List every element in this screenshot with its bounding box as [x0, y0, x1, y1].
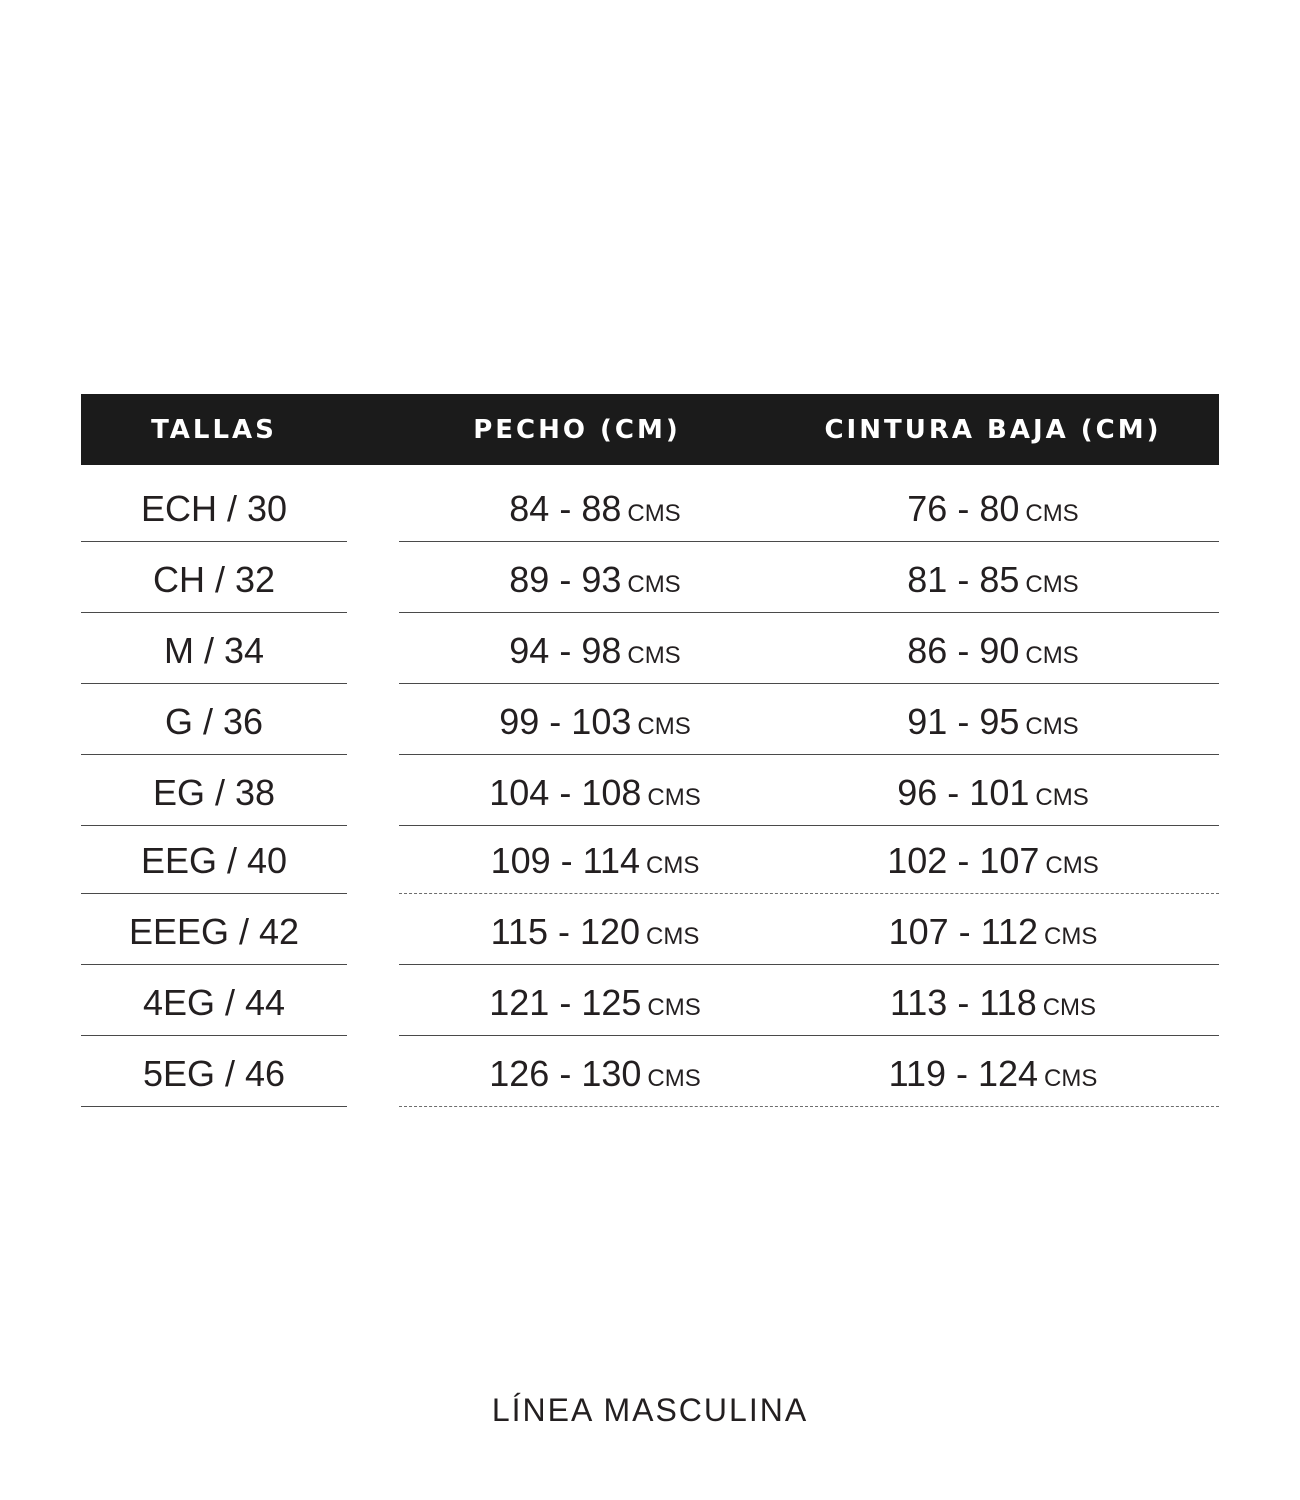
talla-cell: G / 36	[164, 701, 264, 742]
cintura-cell	[793, 613, 1193, 684]
cintura-value: 113 - 118	[889, 982, 1037, 1023]
cintura-cell	[793, 542, 1193, 613]
cintura-cell	[793, 684, 1193, 755]
pecho-value: 84 - 88	[509, 488, 622, 529]
cintura-value: 81 - 85	[907, 559, 1020, 600]
pecho-value: 121 - 125	[489, 982, 642, 1023]
cintura-value: 96 - 101	[897, 772, 1030, 813]
unit-label: CMS	[1042, 994, 1097, 1021]
unit-label: CMS	[627, 500, 681, 527]
unit-label: CMS	[1025, 571, 1079, 598]
pecho-cell	[399, 542, 791, 613]
footer-title: LÍNEA MASCULINA	[491, 1392, 809, 1428]
pecho-value: 94 - 98	[509, 630, 622, 671]
unit-label: CMS	[1045, 852, 1099, 879]
unit-label: CMS	[627, 571, 681, 598]
pecho-cell	[399, 755, 791, 826]
unit-label: CMS	[1025, 713, 1079, 740]
cintura-value: 76 - 80	[907, 488, 1020, 529]
unit-label: CMS	[1025, 500, 1079, 527]
header-cintura-baja: CINTURA BAJA (CM)	[824, 415, 1162, 445]
unit-label: CMS	[1044, 1065, 1098, 1092]
talla-cell: EEEG / 42	[128, 911, 300, 952]
unit-label: CMS	[646, 852, 700, 879]
pecho-cell	[399, 613, 791, 684]
pecho-value: 109 - 114	[490, 840, 641, 881]
cintura-cell	[793, 894, 1193, 965]
talla-cell: M / 34	[163, 630, 265, 671]
unit-label: CMS	[647, 994, 701, 1021]
pecho-cell	[399, 1036, 791, 1107]
cintura-cell	[793, 823, 1193, 894]
pecho-cell	[399, 965, 791, 1036]
table-row	[81, 755, 1219, 826]
pecho-cell	[399, 823, 791, 894]
table-row	[81, 684, 1219, 755]
pecho-value: 99 - 103	[499, 701, 632, 742]
cintura-cell	[793, 1036, 1193, 1107]
table-row	[81, 894, 1219, 965]
header-pecho: PECHO (CM)	[473, 415, 681, 445]
pecho-cell	[399, 471, 791, 542]
table-header	[81, 394, 1219, 465]
pecho-cell	[399, 684, 791, 755]
cintura-cell	[793, 755, 1193, 826]
cintura-value: 107 - 112	[888, 911, 1039, 952]
cintura-value: 102 - 107	[887, 840, 1040, 881]
talla-cell: 4EG / 44	[142, 982, 286, 1023]
unit-label: CMS	[1044, 923, 1098, 950]
unit-label: CMS	[647, 1065, 701, 1092]
cintura-value: 91 - 95	[907, 701, 1020, 742]
cintura-cell	[793, 471, 1193, 542]
row-divider	[81, 1106, 347, 1107]
unit-label: CMS	[637, 713, 691, 740]
talla-cell: 5EG / 46	[142, 1053, 286, 1094]
talla-cell: EG / 38	[152, 772, 276, 813]
table-row	[81, 613, 1219, 684]
table-row	[81, 1036, 1219, 1107]
unit-label: CMS	[1025, 642, 1079, 669]
talla-cell: CH / 32	[152, 559, 276, 600]
unit-label: CMS	[646, 923, 700, 950]
cintura-cell	[793, 965, 1193, 1036]
unit-label: CMS	[647, 784, 701, 811]
table-row	[81, 965, 1219, 1036]
pecho-value: 115 - 120	[490, 911, 641, 952]
unit-label: CMS	[1035, 784, 1089, 811]
pecho-value: 89 - 93	[509, 559, 622, 600]
talla-cell: ECH / 30	[140, 488, 288, 529]
talla-cell: EEG / 40	[140, 840, 288, 881]
table-row	[81, 471, 1219, 542]
cintura-value: 86 - 90	[907, 630, 1020, 671]
table-row	[81, 542, 1219, 613]
row-divider	[399, 1106, 1219, 1107]
unit-label: CMS	[627, 642, 681, 669]
cintura-value: 119 - 124	[888, 1053, 1039, 1094]
header-tallas: TALLAS	[151, 415, 277, 445]
table-row	[81, 823, 1219, 894]
pecho-value: 104 - 108	[489, 772, 642, 813]
pecho-value: 126 - 130	[489, 1053, 642, 1094]
pecho-cell	[399, 894, 791, 965]
